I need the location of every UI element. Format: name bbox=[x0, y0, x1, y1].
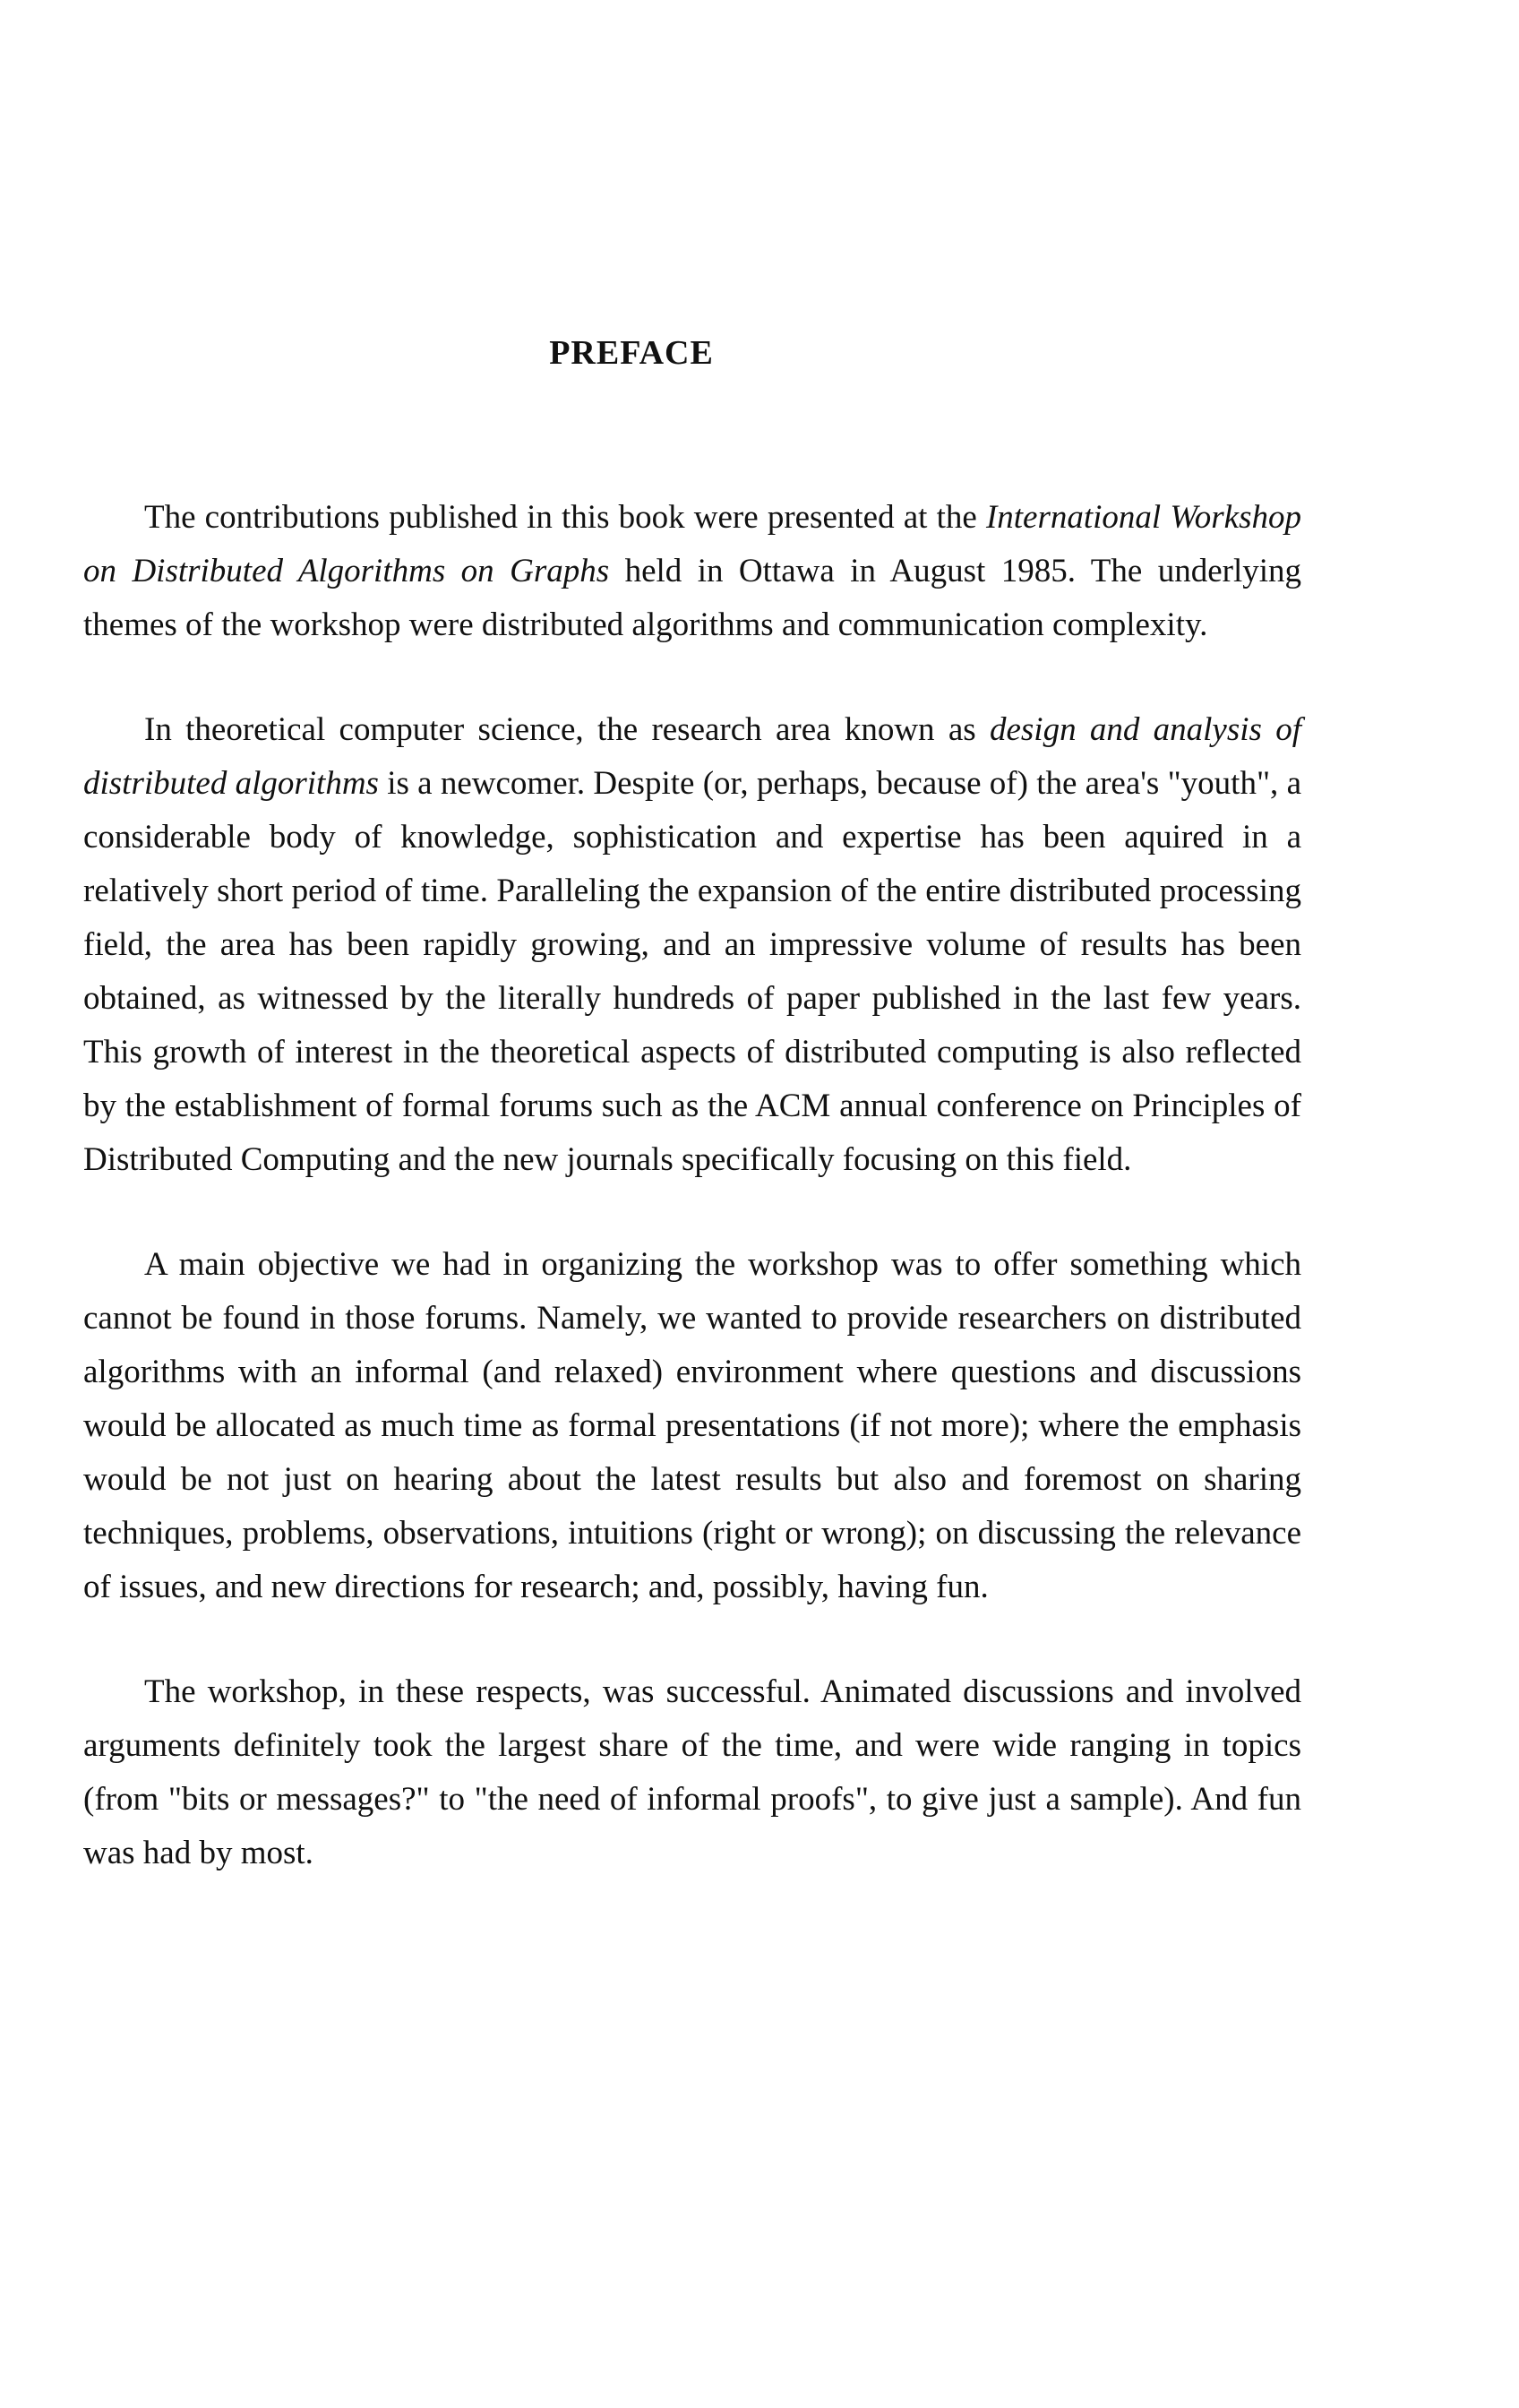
paragraph-1 bbox=[83, 491, 1301, 652]
paragraph-4: The workshop, in these respects, was successful. Animated discussions and involved arguments definitely took the largest share of the time, and were wide ranging in topics (from "bits or messages?" to "the need of informal proofs", to give just a sample). And fun was had by most. bbox=[83, 1673, 1301, 1871]
paragraph-3: A main objective we had in organizing the workshop was to offer something which cannot be found in those forums. Namely, we wanted to provide researchers on distributed algorithms with an informal (and relaxed) environment where questions and discussions would be allocated as much time as formal presentations (if not more); where the emphasis would be not just on hearing about the latest results but also and foremost on sharing techniques, problems, observations, intuitions (right or wrong); on discussing the relevance of issues, and new directions for research; and, possibly, having fun. bbox=[83, 1246, 1301, 1605]
page-title: PREFACE bbox=[549, 334, 714, 372]
research-area-term: design and analysis of distributed algorithms bbox=[83, 711, 1301, 802]
paragraph-1-text-start: The contributions published in this book were presented at the bbox=[144, 499, 986, 536]
workshop-title: International Workshop on Distributed Algorithms on Graphs bbox=[83, 499, 1301, 589]
paragraph-2 bbox=[83, 703, 1301, 1187]
preface-body bbox=[83, 491, 1301, 1931]
paragraph-2-text-start: In theoretical computer science, the research area known as bbox=[144, 711, 990, 748]
paragraph-2-text-end: is a newcomer. Despite (or, perhaps, because of) the area's "youth", a considerable body of knowledge, sophistication and expertise has been aquired in a relatively short period of time. Paralleling the expansion of the entire distributed processing field, the area has been rapidly growing, and an impressive volume of results has been obtained, as witnessed by the literally hundreds of paper published in the last few years. This growth of interest in the theoretical aspects of distributed computing is also reflected by the establishment of formal forums such as the ACM annual conference on Principles of Distributed Computing and the new journals specifically focusing on this field. bbox=[83, 765, 1301, 1178]
paragraph-1-text-end: held in Ottawa in August 1985. The underlying themes of the workshop were distributed algorithms and communication complexity. bbox=[83, 553, 1301, 643]
